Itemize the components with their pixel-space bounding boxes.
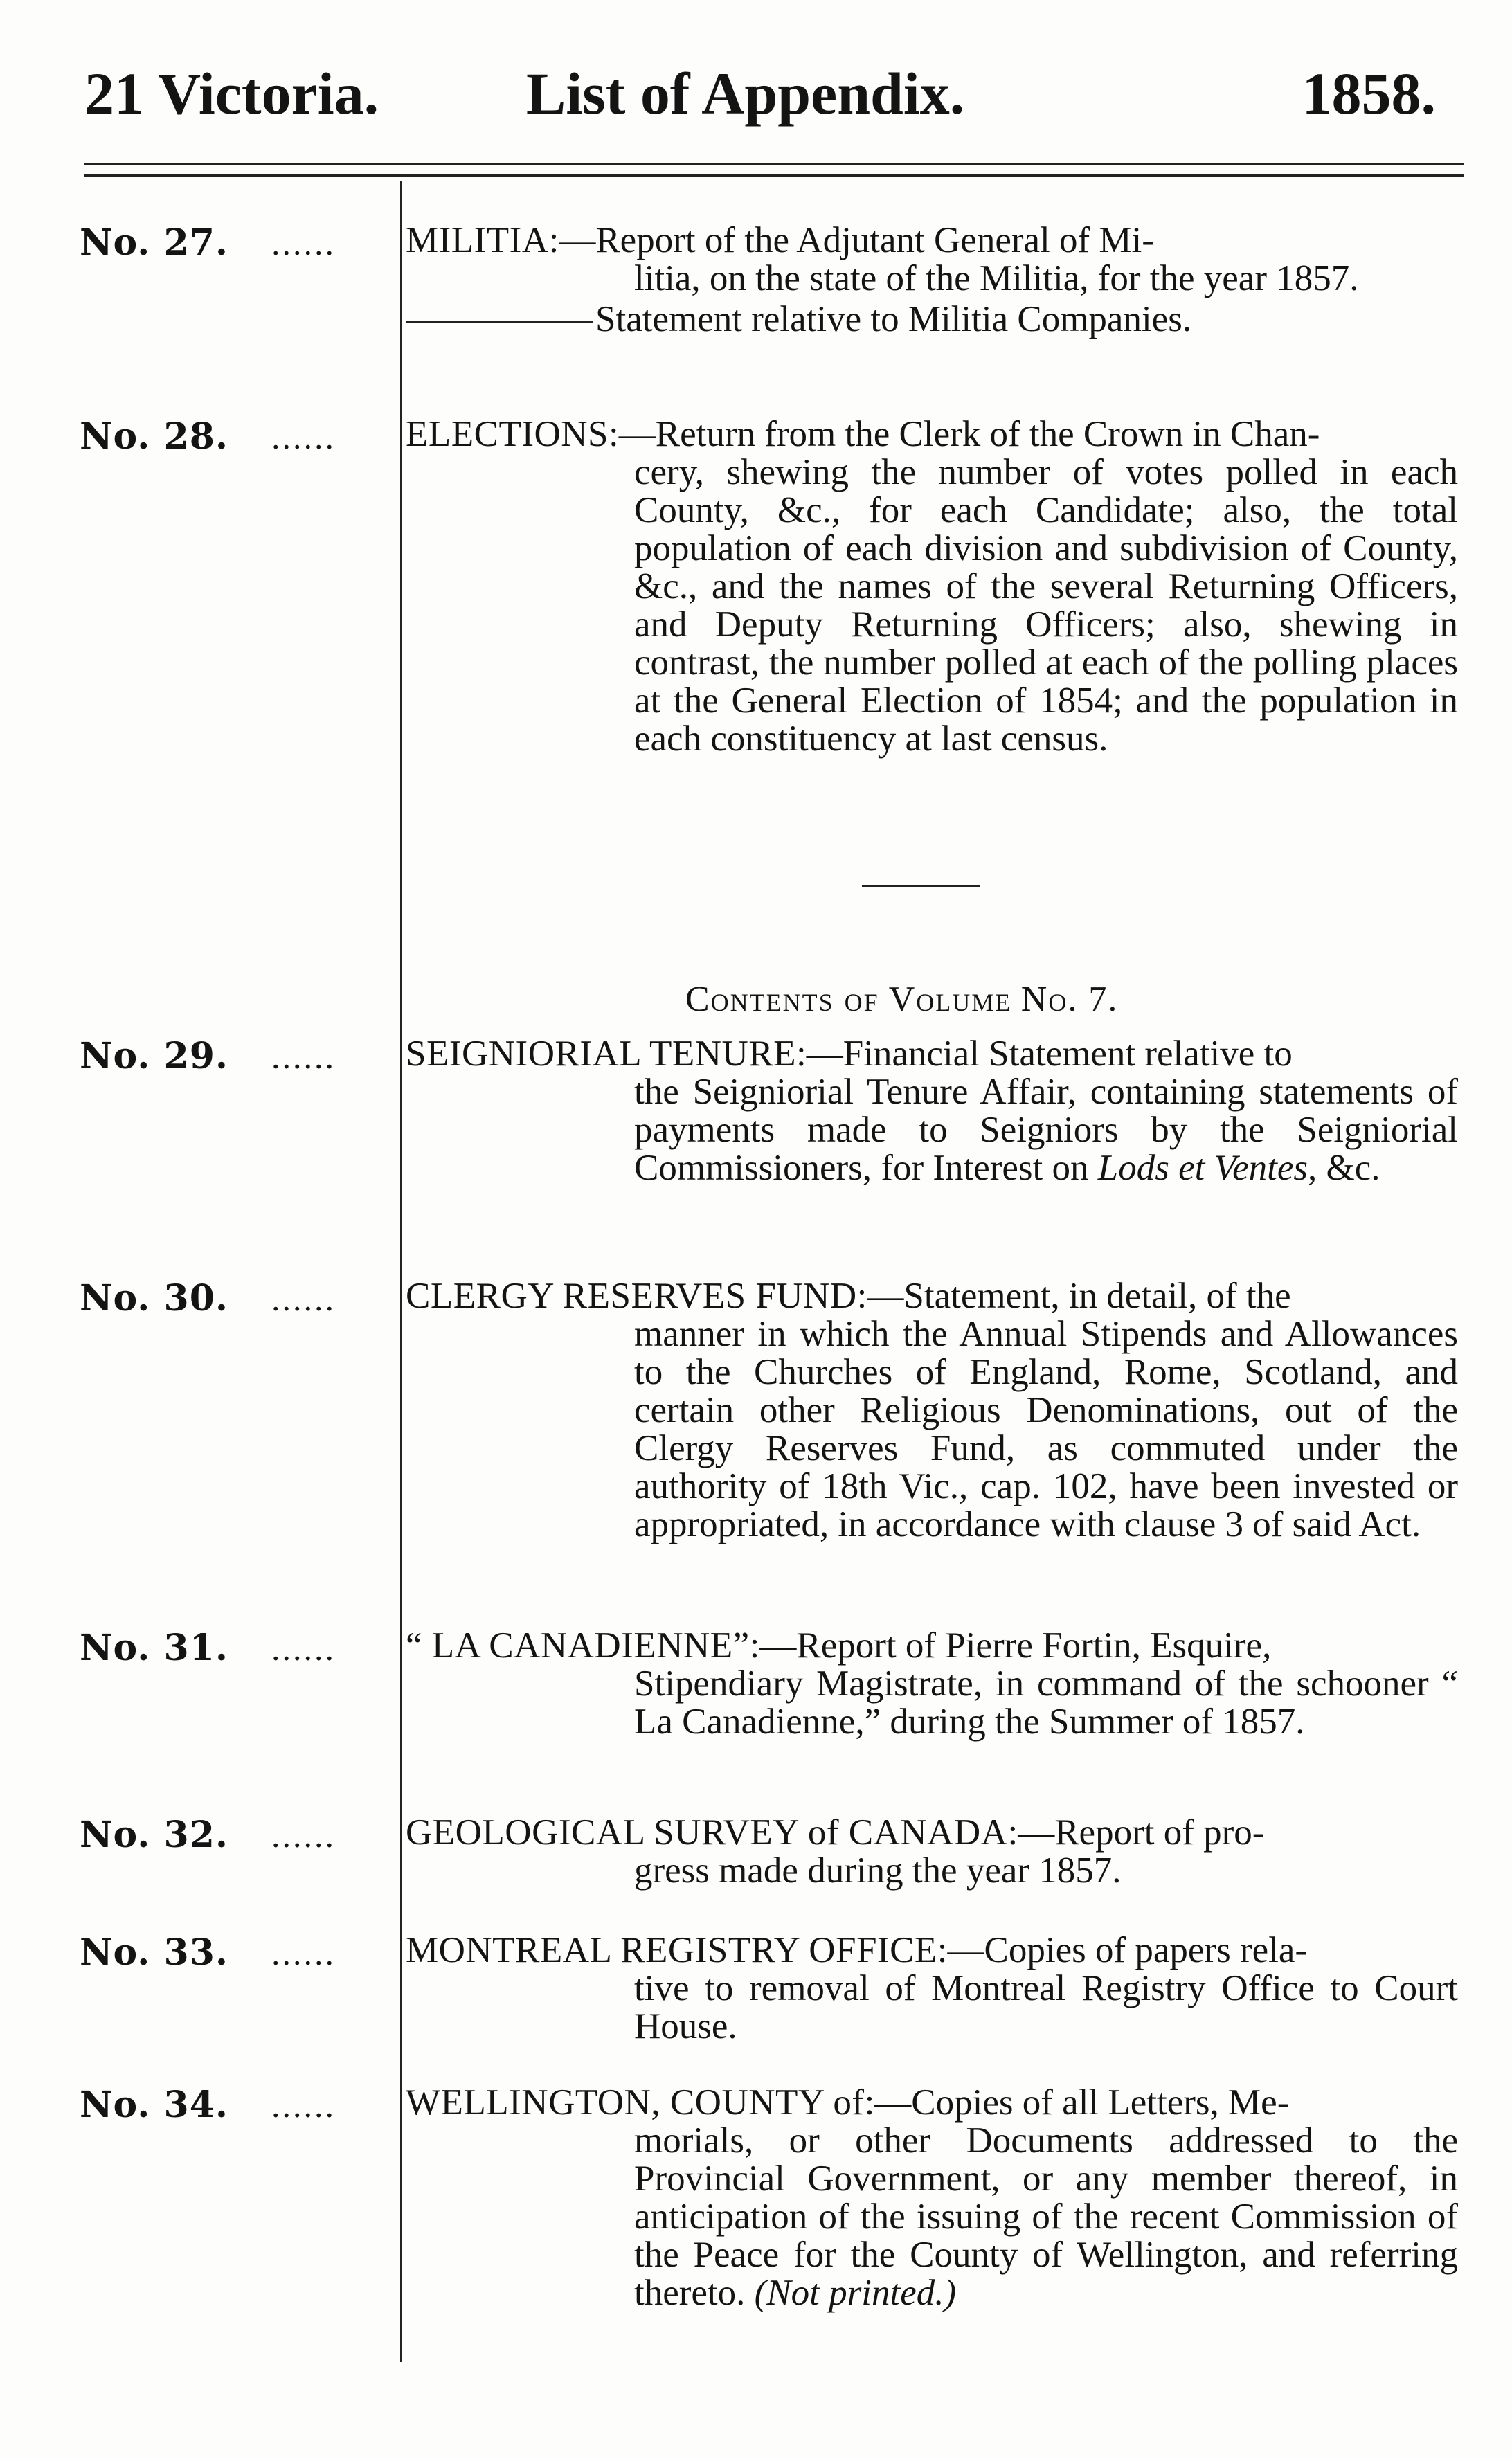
entry-text-continued: morials, or other Documents addressed to the Provincial Government, or any member thereof, in anticipation of the issuing of the recent Commission of the Peace for the County of Wellington, and referring thereto.: [634, 2120, 1458, 2313]
leader-dots: ......: [271, 1279, 336, 1318]
entry-title: “ LA CANADIENNE”: [406, 1625, 750, 1666]
header-rule-top: [84, 163, 1464, 165]
leader-dots: ......: [271, 1934, 336, 1972]
entry-number: No. 27.: [80, 222, 228, 264]
column-divider: [400, 181, 402, 2362]
entry-text-continued: manner in which the Annual Stipends and Allowances to the Churches of England, Rome, Scotland, and certain other Religious Denominations, out of the Clergy Reserves Fund, as commuted under the authority of 18th Vic., cap. 102, have been invested or appropriated, in accordance with clause 3 of said Act.: [634, 1314, 1458, 1544]
entry-text-continued: cery, shewing the number of votes polled in each County, &c., for each Candidate; also, the total population of each division and subdivision of County, &c., and the names of the several Returning Officers, and Deputy Returning Officers; also, shewing in contrast, the number polled at each of the polling places at the General Election of 1854; and the population in each constituency at last census.: [634, 452, 1458, 759]
entry-text-continued: the Seigniorial Tenure Affair, containing statements of payments made to Seigniors by the Seigniorial Commissioners, for Interest on: [634, 1072, 1458, 1188]
header-title: List of Appendix.: [526, 60, 965, 127]
entry-text-continued: tive to removal of Montreal Registry Office to Court House.: [634, 1968, 1458, 2046]
entry-text-continued: litia, on the state of the Militia, for the year 1857.: [634, 258, 1359, 298]
entry-number: No. 33.: [80, 1931, 228, 1974]
volume-heading-number: No. 7.: [1020, 980, 1119, 1019]
entry-sub-text: Statement relative to Militia Companies.: [595, 299, 1192, 339]
leader-dots: ......: [271, 417, 336, 456]
entry-number: No. 34.: [80, 2084, 228, 2126]
entry-description: [406, 1035, 1458, 1187]
entry-description: [406, 415, 1458, 758]
entry-note: (Not printed.): [754, 2273, 957, 2313]
leader-dots: ......: [271, 1037, 336, 1076]
entry-text-continued: Stipendiary Magistrate, in command of the schooner “ La Canadienne,” during the Summer of 1857.: [634, 1664, 1458, 1742]
header-year: 1858.: [1302, 60, 1436, 127]
entry-title: MONTREAL REGISTRY OFFICE: [406, 1930, 937, 1970]
entry-text-first: :—Report of the Adjutant General of Mi-: [548, 220, 1154, 260]
entry-title: CLERGY RESERVES FUND: [406, 1276, 857, 1316]
header-rule-bottom: [84, 174, 1464, 177]
volume-heading: [685, 979, 1118, 1020]
header-session: 21 Victoria.: [84, 60, 379, 127]
leader-dots: ......: [271, 2086, 336, 2125]
entry-description: [406, 2084, 1458, 2312]
entry-text-first: :—Return from the Clerk of the Crown in Chan-: [609, 414, 1320, 454]
entry-text-continued: gress made during the year 1857.: [634, 1850, 1122, 1891]
entry-text-first: :—Report of pro-: [1007, 1812, 1265, 1853]
entry-text-end: , &c.: [1308, 1148, 1380, 1188]
entry-italic-term: Lods et Ventes: [1097, 1148, 1308, 1188]
entry-title: GEOLOGICAL SURVEY of CANADA: [406, 1812, 1008, 1853]
ditto-dash: [406, 321, 593, 323]
entry-description: [406, 1931, 1458, 2046]
entry-text-first: :—Statement, in detail, of the: [856, 1276, 1291, 1316]
entry-text-first: :—Copies of papers rela-: [937, 1930, 1308, 1970]
entry-description: [406, 222, 1458, 339]
entry-number: No. 32.: [80, 1814, 228, 1856]
leader-dots: ......: [271, 1816, 336, 1855]
entry-number: No. 29.: [80, 1035, 228, 1077]
entry-title: MILITIA: [406, 220, 549, 260]
entry-number: No. 30.: [80, 1277, 228, 1319]
entry-description: [406, 1627, 1458, 1741]
entry-title: SEIGNIORIAL TENURE: [406, 1034, 796, 1074]
entry-number: No. 31.: [80, 1627, 228, 1669]
leader-dots: ......: [271, 1629, 336, 1668]
entry-text-first: :—Financial Statement relative to: [795, 1034, 1293, 1074]
entry-description: [406, 1277, 1458, 1544]
entry-title: WELLINGTON, COUNTY of: [406, 2082, 865, 2123]
leader-dots: ......: [271, 224, 336, 262]
entry-description: [406, 1814, 1458, 1890]
volume-heading-label: Contents of Volume: [685, 980, 1012, 1019]
entry-title: ELECTIONS: [406, 414, 609, 454]
entry-text-first: :—Report of Pierre Fortin, Esquire,: [749, 1625, 1272, 1666]
entry-text-first: :—Copies of all Letters, Me-: [864, 2082, 1290, 2123]
section-divider: [862, 885, 980, 887]
entry-number: No. 28.: [80, 415, 228, 458]
